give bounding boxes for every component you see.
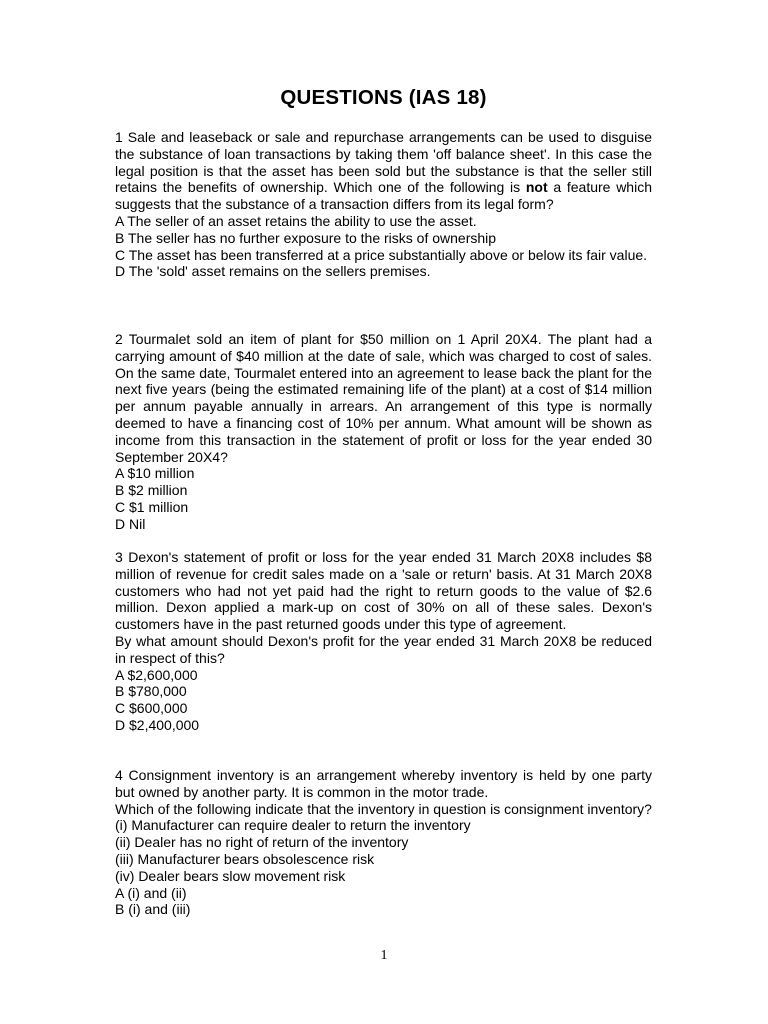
question-2-option-b: B $2 million (115, 482, 188, 499)
question-3-option-c: C $600,000 (115, 700, 188, 717)
page-title: QUESTIONS (IAS 18) (280, 86, 487, 109)
question-2-option-a: A $10 million (115, 465, 195, 482)
question-2-stem: 2 Tourmalet sold an item of plant for $50 million on 1 April 20X4. The plant had a carrying amount of $40 million at the date of sale, which was charged to cost of sales. On the same date, Tourmalet entered into an agreement to lease back the plant for the next five years (being the estimated remaining life of the plant) at a cost of $14 million per annum payable annually in arrears. An arrangement of this type is normally deemed to have a financing cost of 10% per annum. What amount will be shown as income from this transaction in the statement of profit or loss for the year ended 30 September 20X4? (115, 331, 652, 465)
question-4-item-i: (i) Manufacturer can require dealer to return the inventory (115, 817, 471, 834)
question-2-option-d: D Nil (115, 515, 146, 532)
question-4-option-b: B (i) and (iii) (115, 901, 191, 918)
question-1-stem: 1 Sale and leaseback or sale and repurchase arrangements can be used to disguise the substance of loan transactions by taking them 'off balance sheet'. In this case the legal position is that the asset has been sold but the substance is that the seller still retains the benefits of ownership. Which one of the following is not a feature which suggests that the substance of a transaction differs from its legal form? (115, 129, 652, 213)
page-number: 1 (380, 948, 388, 963)
question-1-option-c: C The asset has been transferred at a price substantially above or below its fair value. (115, 246, 648, 263)
question-4-prompt: Which of the following indicate that the inventory in question is consignment inventory? (115, 800, 652, 817)
question-3 (115, 549, 652, 734)
question-3-stem: 3 Dexon's statement of profit or loss for the year ended 31 March 20X8 includes $8 million of revenue for credit sales made on a 'sale or return' basis. At 31 March 20X8 customers who had not yet paid had the right to return goods to the value of $2.6 million. Dexon applied a mark-up on cost of 30% on all of these sales. Dexon's customers have in the past returned goods under this type of agreement. (115, 549, 652, 633)
question-3-option-a: A $2,600,000 (115, 666, 198, 683)
emphasis-not: not (525, 179, 548, 196)
question-2 (115, 331, 652, 533)
question-1-option-d: D The 'sold' asset remains on the sellers premises. (115, 263, 431, 280)
question-3-option-b: B $780,000 (115, 683, 187, 700)
question-4-item-ii: (ii) Dealer has no right of return of the inventory (115, 834, 409, 851)
question-1-option-a: A The seller of an asset retains the ability to use the asset. (115, 212, 477, 229)
question-3-option-d: D $2,400,000 (115, 716, 200, 733)
question-4-item-iii: (iii) Manufacturer bears obsolescence risk (115, 850, 375, 867)
question-3-prompt: By what amount should Dexon's profit for the year ended 31 March 20X8 be reduced in respect of this? (115, 632, 652, 666)
question-4-option-a: A (i) and (ii) (115, 884, 187, 901)
question-4 (115, 767, 652, 918)
question-4-stem: 4 Consignment inventory is an arrangement whereby inventory is held by one party but owned by another party. It is common in the motor trade. (115, 767, 652, 800)
question-1 (115, 129, 652, 280)
question-4-item-iv: (iv) Dealer bears slow movement risk (115, 867, 346, 884)
question-1-option-b: B The seller has no further exposure to the risks of ownership (115, 229, 497, 246)
question-2-option-c: C $1 million (115, 498, 189, 515)
